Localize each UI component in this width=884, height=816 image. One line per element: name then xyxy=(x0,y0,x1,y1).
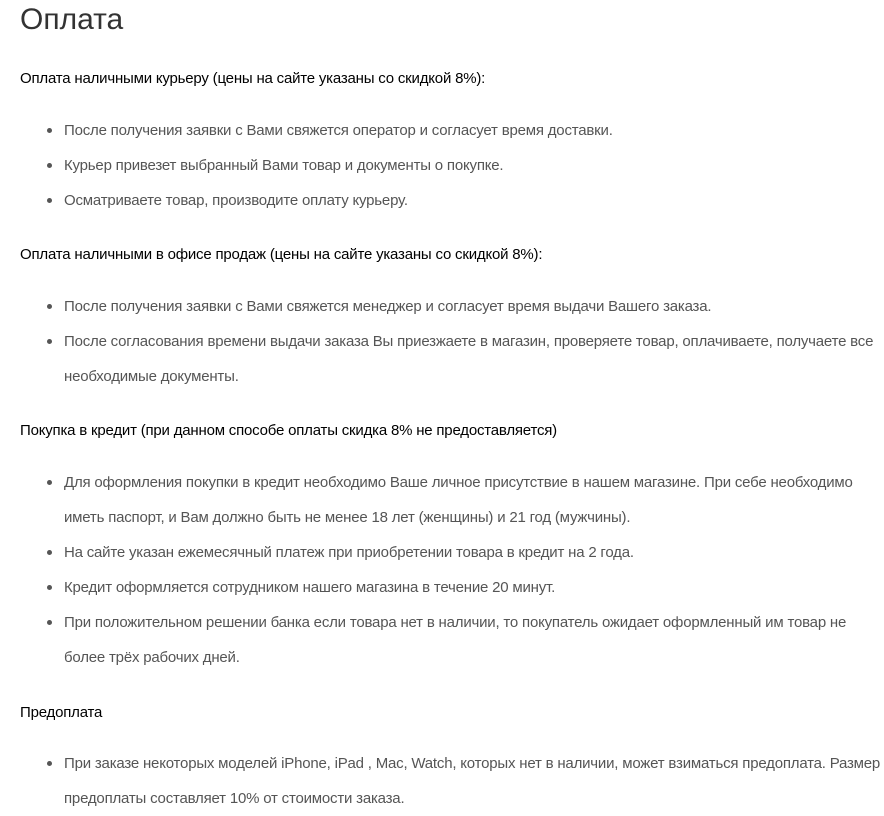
office-cash-list xyxy=(20,289,882,394)
list-item xyxy=(20,605,882,675)
section-heading-courier-cash: Оплата наличными курьеру (цены на сайте указаны со скидкой 8%): xyxy=(20,70,486,87)
list-item-text: Кредит оформляется сотрудником нашего магазина в течение 20 минут. xyxy=(64,579,556,596)
list-item-text: При заказе некоторых моделей iPhone, iPad , Mac, Watch, которых нет в наличии, может взиматься предоплата. Размер предоплаты составляет 10% от стоимости заказа. xyxy=(64,755,881,807)
list-item xyxy=(20,148,613,183)
list-item-text: При положительном решении банка если товара нет в наличии, то покупатель ожидает оформленный им товар не более трёх рабочих дней. xyxy=(64,614,847,666)
list-item-text: Для оформления покупки в кредит необходимо Ваше личное присутствие в нашем магазине. При себе необходимо иметь паспорт, и Вам должно быть не менее 18 лет (женщины) и 21 год (мужчины). xyxy=(64,474,853,526)
section-heading-office-cash: Оплата наличными в офисе продаж (цены на сайте указаны со скидкой 8%): xyxy=(20,246,543,263)
list-item xyxy=(20,113,613,148)
bullet-icon xyxy=(47,339,52,344)
list-item xyxy=(20,324,882,394)
list-item xyxy=(20,183,613,218)
list-item xyxy=(20,746,882,816)
bullet-icon xyxy=(47,304,52,309)
page-title: Оплата xyxy=(20,3,124,36)
payment-page xyxy=(20,0,882,807)
list-item xyxy=(20,535,882,570)
prepayment-list xyxy=(20,746,882,816)
bullet-icon xyxy=(47,585,52,590)
list-item xyxy=(20,570,882,605)
list-item-text: Курьер привезет выбранный Вами товар и документы о покупке. xyxy=(64,157,504,174)
list-item-text: После согласования времени выдачи заказа Вы приезжаете в магазин, проверяете товар, оплачиваете, получаете все необходимые документы. xyxy=(64,333,874,385)
bullet-icon xyxy=(47,480,52,485)
bullet-icon xyxy=(47,620,52,625)
list-item-text: На сайте указан ежемесячный платеж при приобретении товара в кредит на 2 года. xyxy=(64,544,634,561)
bullet-icon xyxy=(47,128,52,133)
bullet-icon xyxy=(47,163,52,168)
bullet-icon xyxy=(47,761,52,766)
list-item xyxy=(20,289,882,324)
list-item-text: Осматриваете товар, производите оплату курьеру. xyxy=(64,192,408,209)
list-item xyxy=(20,465,882,535)
list-item-text: После получения заявки с Вами свяжется менеджер и согласует время выдачи Вашего заказа. xyxy=(64,298,712,315)
courier-cash-list xyxy=(20,113,613,218)
bullet-icon xyxy=(47,198,52,203)
credit-list xyxy=(20,465,882,675)
section-heading-credit: Покупка в кредит (при данном способе оплаты скидка 8% не предоставляется) xyxy=(20,422,557,439)
bullet-icon xyxy=(47,550,52,555)
section-heading-prepayment: Предоплата xyxy=(20,704,103,721)
list-item-text: После получения заявки с Вами свяжется оператор и согласует время доставки. xyxy=(64,122,613,139)
